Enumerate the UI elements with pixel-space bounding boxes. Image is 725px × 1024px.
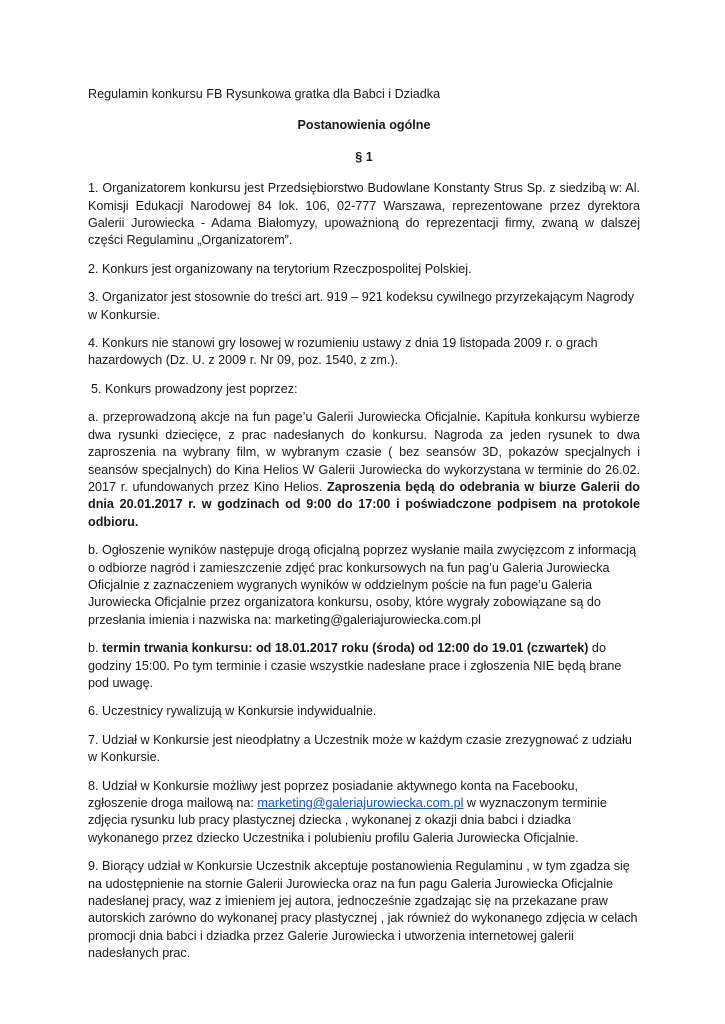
clause-8-text-1: 8. Udział w Konkursie możliwy jest poprzez posiadanie aktywnego konta na Facebooku, zgłoszenie droga mailową na:: [88, 778, 579, 810]
clause-5a: [88, 409, 640, 531]
document-title: Regulamin konkursu FB Rysunkowa gratka dla Babci i Dziadka: [88, 87, 441, 101]
clause-5a-dot: .: [476, 410, 481, 425]
clause-5: 5. Konkurs prowadzony jest poprzez:: [91, 381, 298, 396]
paragraph-mark: § 1: [355, 149, 373, 164]
clause-5b-term-prefix: b.: [88, 641, 103, 656]
clause-5b: b. Ogłoszenie wyników następuje drogą oficjalną poprzez wysłanie maila zwycięzcom z informacją o odbiorze nagród i zamieszczenie zdjęć prac konkursowych na fun pag’u Galeria Jurowiecka Oficjalnie z zaznaczeniem wygranych wyników w oddzielnym poście na fun page’u Galeria Jurowiecka Oficjalnie przez organizatora konkursu, osoby, które wygrały zobowiązane są do przesłania imienia i nazwiska na: marketing@galeriajurowiecka.com.pl: [88, 543, 637, 627]
clause-5a-text-2: Kapituła konkursu wybierze dwa rysunki dziecięce, z prac nadesłanych do konkursu. Nagroda za jeden rysunek to dwa zaproszenia na wybrany film, w wybranym czasie ( bez seansów 3D, pokazów specjalnych i seansów specjalnych) do Kina Helios W Galerii Jurowiecka do wykorzystana w terminie do 26.02. 2017 r. ufundowanych przez Kino Helios.: [88, 410, 640, 494]
clause-5b-term: [88, 640, 640, 692]
clause-3: 3. Organizator jest stosownie do treści art. 919 – 921 kodeksu cywilnego przyrzekającym Nagrody w Konkursie.: [88, 290, 634, 322]
clause-5b-term-bold: termin trwania konkursu: od 18.01.2017 roku (środa) od 12:00 do 19.01 (czwartek): [102, 641, 589, 656]
section-heading: Postanowienia ogólne: [297, 118, 431, 133]
clause-1: 1. Organizatorem konkursu jest Przedsiębiorstwo Budowlane Konstanty Strus Sp. z siedzibą w: Al. Komisji Edukacji Narodowej 84 lok. 106, 02-777 Warszawa, reprezentowane przez dyrektora Galerii Jurowiecka - Adama Białomyzy, upoważnioną do reprezentacji firmy, zwaną w dalszej części Regulaminu „Organizatorem”.: [88, 181, 640, 248]
clause-4: 4. Konkurs nie stanowi gry losowej w rozumieniu ustawy z dnia 19 listopada 2009 r. o grach hazardowych (Dz. U. z 2009 r. Nr 09, poz. 1540, z zm.).: [88, 336, 598, 368]
clause-6: 6. Uczestnicy rywalizują w Konkursie indywidualnie.: [88, 704, 377, 719]
clause-8-text-2: w wyznaczonym terminie zdjęcia rysunku lub pracy plastycznej dziecka , wykonanej z okazji dnia babci i dziadka wykonanego przez dziecko Uczestnika i polubieniu profilu Galeria Jurowiecka Oficjalnie.: [88, 796, 607, 845]
email-link[interactable]: marketing@galeriajurowiecka.com.pl: [257, 796, 464, 810]
clause-5a-bold: Zaproszenia będą do odebrania w biurze Galerii do dnia 20.01.2017 r. w godzinach od 9:00 do 17:00 i poświadczone podpisem na protokole odbioru.: [88, 479, 640, 529]
clause-5b-term-rest: do godziny 15:00. Po tym terminie i czasie wszystkie nadesłane prace i zgłoszenia NIE będą brane pod uwagę.: [88, 641, 622, 690]
clause-9: 9. Biorący udział w Konkursie Uczestnik akceptuje postanowienia Regulaminu , w tym zgadza się na udostępnienie na stornie Galerii Jurowiecka oraz na fun pagu Galeria Jurowiecka Oficjalnie nadesłanej pracy, waz z imieniem jej autora, jednocześnie zgadzając się na przekazane praw autorskich zarówno do wykonanej pracy plastycznej , jak również do wykonanego zdjęcia w celach promocji dnia babci i dziadka przez Galerie Jurowiecka i utworzenia internetowej galerii nadesłanych prac.: [88, 859, 638, 961]
clause-5a-text-1: a. przeprowadzoną akcje na fun page’u Galerii Jurowiecka Oficjalnie: [88, 410, 477, 425]
clause-7: 7. Udział w Konkursie jest nieodpłatny a Uczestnik może w każdym czasie zrezygnować z udziału w Konkursie.: [88, 732, 632, 765]
clause-8: [88, 778, 640, 848]
clause-2: 2. Konkurs jest organizowany na terytorium Rzeczpospolitej Polskiej.: [88, 261, 472, 276]
document-page: [88, 86, 640, 974]
